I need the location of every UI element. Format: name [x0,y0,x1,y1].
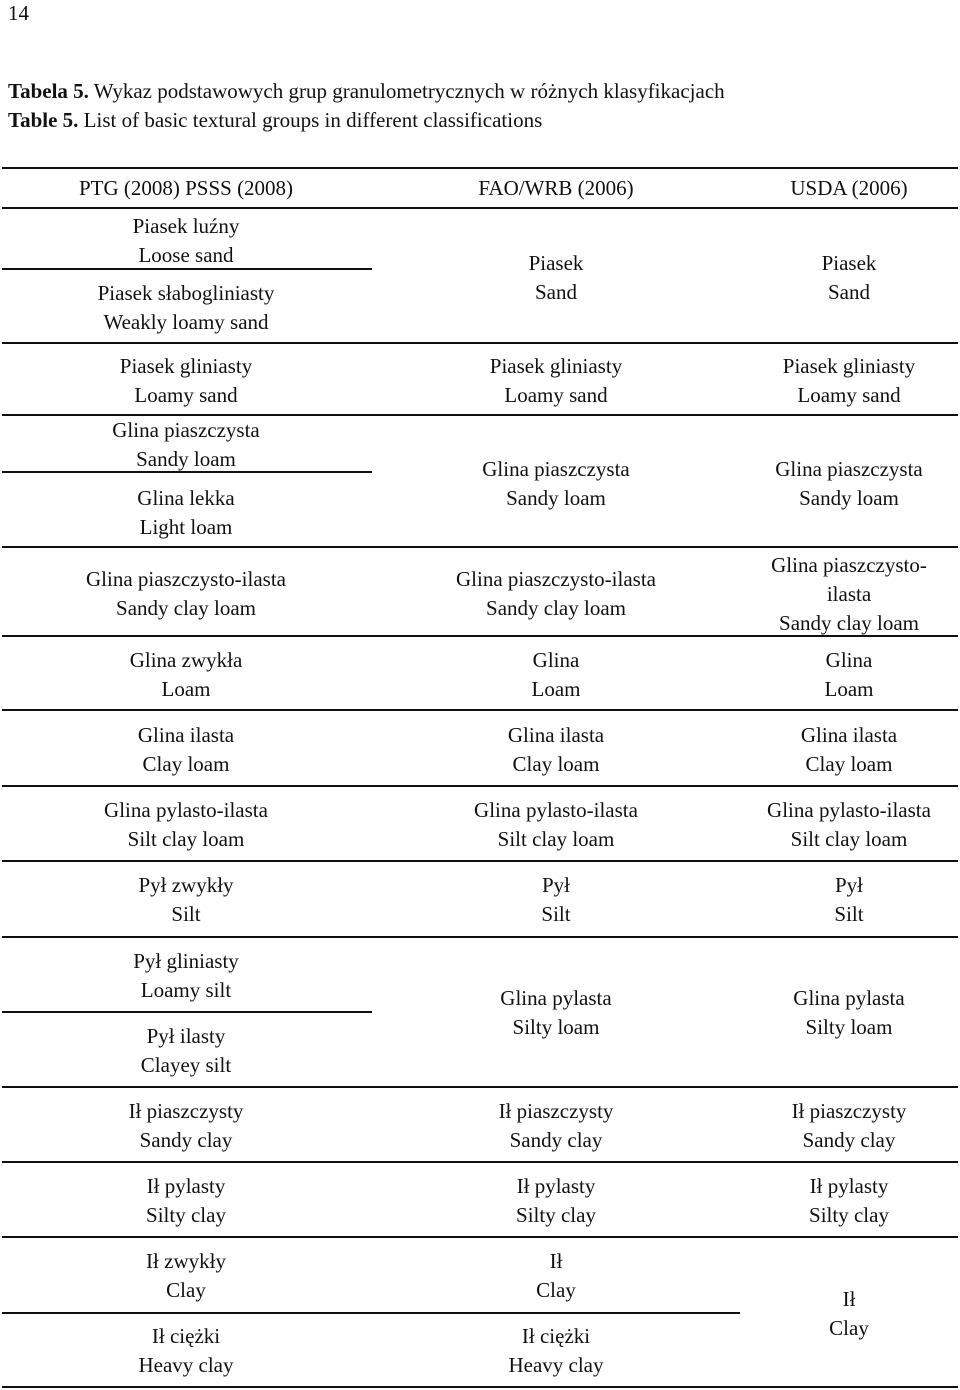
polish-name: Piasek gliniasty [782,354,916,378]
ptg-cell [0,1247,372,1305]
fao-cell [372,455,740,513]
polish-name: Glina piaszczysta [112,418,260,442]
polish-name: Glina ilasta [507,723,605,747]
caption-english-label: Table 5. [8,108,79,132]
polish-name: Glina ilasta [137,723,235,747]
fao-cell [372,565,740,623]
polish-name: Piasek słabogliniasty [97,281,275,305]
ptg-cell [0,947,372,1005]
english-name: Clay loam [142,752,230,776]
polish-name: Pył [541,873,570,897]
polish-name: Piasek [821,251,877,275]
polish-name: Ił piaszczysty [498,1099,614,1123]
usda-cell [740,796,958,854]
polish-name: Ił zwykły [146,1249,226,1273]
polish-name: Glina piaszczysto-ilasta [85,567,286,591]
english-name: Loamy sand [134,383,238,407]
english-name: Loamy sand [504,383,608,407]
english-name: Loam [161,677,211,701]
ptg-cell [0,796,372,854]
usda-cell [740,1097,958,1155]
english-name: Clay [829,1316,869,1340]
english-name: Sandy clay [802,1128,896,1152]
usda-cell [740,871,958,929]
ptg-cell [0,1097,372,1155]
fao-cell [372,796,740,854]
caption-english [8,106,542,135]
english-name: Silty loam [805,1015,893,1039]
fao-cell [372,646,740,704]
row-rule [2,1161,958,1163]
fao-cell [372,1097,740,1155]
polish-name: Ił piaszczysty [128,1099,244,1123]
ptg-cell [0,484,372,542]
english-name: Silt clay loam [497,827,615,851]
polish-name: Ił pylasty [809,1174,889,1198]
english-name: Clayey silt [140,1053,232,1077]
row-rule [2,1011,372,1013]
ptg-cell [0,352,372,410]
polish-name: Glina pylasto-ilasta [104,798,268,822]
fao-cell [372,721,740,779]
table-top-rule [2,167,958,169]
english-name: Silt clay loam [790,827,908,851]
english-name: Silty loam [512,1015,600,1039]
polish-name: Glina [532,648,580,672]
ptg-cell [0,721,372,779]
english-name: Loam [531,677,581,701]
usda-cell [740,352,958,410]
english-name: Loam [824,677,874,701]
english-name: Silty clay [516,1203,596,1227]
caption-english-text: List of basic textural groups in different classifications [78,108,543,132]
english-name: Sandy clay [139,1128,233,1152]
polish-name: Ił ciężki [521,1324,591,1348]
polish-name: Glina pylasto-ilasta [474,798,638,822]
header-bottom-rule [2,207,958,209]
ptg-cell [0,212,372,270]
polish-name: Pył ilasty [146,1024,226,1048]
ptg-cell [0,565,372,623]
polish-name: Pył zwykły [138,873,234,897]
english-name: Light loam [139,515,233,539]
polish-name: Piasek [528,251,584,275]
row-rule [2,1086,958,1088]
ptg-cell [0,1022,372,1080]
row-rule [2,342,958,344]
polish-name: Glina ilasta [800,723,898,747]
english-name: Clay [166,1278,206,1302]
english-name: Sandy loam [506,486,606,510]
fao-cell [372,249,740,307]
fao-cell [372,871,740,929]
polish-name: Piasek gliniasty [489,354,623,378]
fao-cell [372,1247,740,1305]
english-name: Loamy silt [140,978,232,1002]
usda-cell [740,721,958,779]
english-name: Sandy clay loam [779,611,919,635]
table-bottom-rule [2,1386,958,1388]
english-name: Silt clay loam [127,827,245,851]
english-name: Silty clay [809,1203,889,1227]
english-name: Sand [535,280,577,304]
polish-name: Glina [825,648,873,672]
header-ptg: PTG (2008) PSSS (2008) [78,176,294,200]
polish-name: Pył [834,873,863,897]
row-rule [2,785,958,787]
header-fao-wrb: FAO/WRB (2006) [478,176,634,200]
polish-name: Glina piaszczysta [775,457,923,481]
polish-name: Ił piaszczysty [791,1099,907,1123]
usda-cell [740,984,958,1042]
english-name: Clay loam [805,752,893,776]
ptg-cell [0,646,372,704]
ptg-cell [0,1172,372,1230]
english-name: Clay [536,1278,576,1302]
polish-name: Ił [842,1287,856,1311]
row-rule [2,936,958,938]
polish-name: Pył gliniasty [133,949,239,973]
english-name: Heavy clay [138,1353,234,1377]
caption-polish [8,77,725,106]
ptg-cell [0,871,372,929]
polish-name: Glina pylasto-ilasta [767,798,931,822]
english-name: Sandy loam [136,447,236,471]
usda-cell [740,1285,958,1343]
header-usda: USDA (2006) [790,176,908,200]
ptg-cell [0,1322,372,1380]
english-name: Loose sand [138,243,234,267]
english-name: Sand [828,280,870,304]
polish-name: Glina pylasta [500,986,612,1010]
english-name: Clay loam [512,752,600,776]
ptg-cell [0,279,372,337]
usda-cell [740,551,958,638]
english-name: Silt [541,902,571,926]
usda-cell [740,455,958,513]
page-number: 14 [8,1,29,25]
polish-name: Glina piaszczysto-ilasta [455,567,656,591]
fao-cell [372,984,740,1042]
ptg-cell [0,416,372,474]
english-name: Silt [171,902,201,926]
caption-polish-text: Wykaz podstawowych grup granulometrycznych w różnych klasyfikacjach [88,79,725,103]
row-rule [2,546,958,548]
usda-cell [740,249,958,307]
english-name: Heavy clay [508,1353,604,1377]
polish-name: Piasek luźny [132,214,240,238]
polish-name: Ił ciężki [151,1324,221,1348]
english-name: Loamy sand [797,383,901,407]
polish-name: Glina piaszczysto- [771,553,927,577]
english-name: Silt [834,902,864,926]
polish-name: Glina pylasta [793,986,905,1010]
row-rule [2,1236,958,1238]
fao-cell [372,1172,740,1230]
english-name: Silty clay [146,1203,226,1227]
polish-name: Ił [549,1249,563,1273]
english-name: Sandy clay [509,1128,603,1152]
polish-name: Piasek gliniasty [119,354,253,378]
polish-name: Glina zwykła [129,648,243,672]
polish-name: Ił pylasty [146,1174,226,1198]
row-rule [2,709,958,711]
row-rule [2,860,958,862]
row-rule [2,1312,372,1314]
fao-cell [372,1322,740,1380]
polish-name: Ił pylasty [516,1174,596,1198]
english-name: Weakly loamy sand [103,310,269,334]
fao-cell [372,352,740,410]
usda-cell [740,646,958,704]
polish-name-cont: ilasta [826,582,872,606]
usda-cell [740,1172,958,1230]
english-name: Sandy clay loam [116,596,256,620]
caption-polish-label: Tabela 5. [8,79,89,103]
english-name: Sandy clay loam [486,596,626,620]
row-rule [372,1312,740,1314]
polish-name: Glina piaszczysta [482,457,630,481]
english-name: Sandy loam [799,486,899,510]
polish-name: Glina lekka [137,486,235,510]
